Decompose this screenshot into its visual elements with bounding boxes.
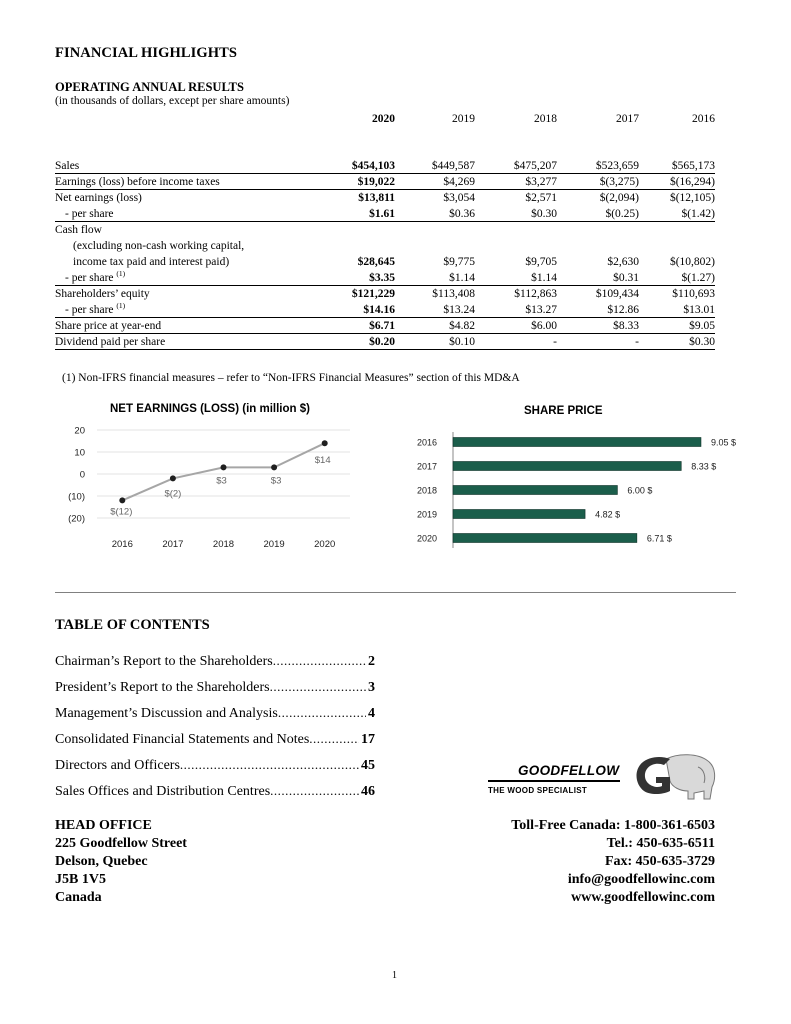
cell: $3,054 [443, 192, 475, 204]
address-line: Delson, Quebec [55, 854, 148, 869]
data-label: $(2) [164, 488, 182, 500]
category-label: 2020 [416, 533, 437, 544]
cell: $1.61 [305, 205, 395, 221]
row-label: Net earnings (loss) [55, 192, 142, 204]
table-row-net-earnings [55, 189, 715, 205]
logo-tagline: THE WOOD SPECIALIST [488, 786, 588, 795]
contact-info [511, 817, 715, 907]
table-row-share-price [55, 317, 715, 333]
cell: $(0.25) [557, 205, 639, 221]
toc-item[interactable] [55, 778, 375, 804]
page-title: FINANCIAL HIGHLIGHTS [55, 45, 238, 61]
email-link[interactable]: info@goodfellowinc.com [567, 872, 715, 887]
cell: $8.33 [557, 317, 639, 333]
table-row-sales [55, 157, 715, 173]
company-logo [488, 753, 718, 801]
cell: $(3,275) [557, 173, 639, 189]
category-label: 2016 [416, 437, 437, 448]
toc-item[interactable] [55, 726, 375, 752]
bar-data-label: 4.82 $ [595, 509, 621, 520]
cell: $(2,094) [599, 192, 639, 204]
bar [453, 438, 701, 447]
table-row-equity [55, 285, 715, 301]
cell: $19,022 [305, 173, 395, 189]
x-tick-label: 2017 [162, 539, 184, 550]
cell: $12.86 [557, 301, 639, 317]
cell: $9,775 [443, 256, 475, 268]
data-point [271, 464, 277, 470]
financial-table [55, 108, 715, 350]
row-label: Dividend paid per share [55, 333, 305, 349]
section-divider [55, 592, 736, 593]
share-price-chart-title: SHARE PRICE [524, 405, 603, 417]
toc-item-label: Directors and Officers [55, 758, 180, 773]
toc-item-page: 45 [361, 758, 375, 773]
head-office-address [55, 817, 187, 907]
fax-number: Fax: 450-635-3729 [604, 854, 715, 869]
bar [453, 510, 585, 519]
row-label: Shareholders’ equity [55, 288, 150, 300]
cell: $0.31 [557, 269, 639, 285]
cell: $(1.42) [639, 205, 715, 221]
table-row-cash-flow [55, 253, 715, 269]
toc-item[interactable] [55, 752, 375, 778]
cell: $0.20 [305, 333, 395, 349]
cell: $0.30 [475, 205, 557, 221]
cell: $28,645 [357, 256, 395, 268]
toc-item[interactable] [55, 648, 375, 674]
cell: $13.01 [639, 301, 715, 317]
data-label: $(12) [110, 506, 133, 518]
toc-item-label: Consolidated Financial Statements and Notes [55, 732, 310, 747]
y-tick-label: 0 [79, 469, 85, 481]
row-label: (excluding non-cash working capital, [73, 240, 245, 252]
year-header: 2016 [692, 113, 715, 125]
cell: $565,173 [639, 157, 715, 173]
x-tick-label: 2018 [212, 539, 235, 550]
cell: $9.05 [639, 317, 715, 333]
year-header: 2019 [452, 113, 475, 125]
toc-item-page: 4 [368, 706, 375, 721]
address-line: 225 Goodfellow Street [55, 836, 187, 851]
address-line: J5B 1V5 [55, 872, 106, 887]
row-label: Share price at year-end [55, 317, 305, 333]
cell: $4.82 [395, 317, 475, 333]
toc-item-page: 3 [368, 680, 375, 695]
cell: $9,705 [525, 256, 557, 268]
row-label: Sales [55, 157, 305, 173]
table-row-equity-per-share [55, 301, 715, 317]
table-header-row [55, 108, 715, 126]
toc-title: TABLE OF CONTENTS [55, 617, 210, 633]
page-number: 1 [392, 970, 397, 981]
year-header: 2020 [372, 113, 395, 125]
table-row-cash-flow-label [55, 221, 715, 237]
row-label: Earnings (loss) before income taxes [55, 173, 305, 189]
cell: $0.36 [395, 205, 475, 221]
category-label: 2019 [416, 509, 437, 520]
section-title: OPERATING ANNUAL RESULTS [55, 80, 244, 94]
row-label: income tax paid and interest paid) [73, 256, 230, 268]
x-tick-label: 2016 [111, 539, 133, 550]
cell: - [557, 333, 639, 349]
row-label: - per share [55, 205, 305, 221]
cell: $3,277 [475, 173, 557, 189]
toc-item-label: Management’s Discussion and Analysis [55, 706, 278, 721]
cell: $(10,802) [669, 256, 715, 268]
telephone-number: Tel.: 450-635-6511 [606, 836, 715, 851]
table-row-cash-flow-sub [55, 237, 715, 253]
cell: $112,863 [514, 288, 557, 300]
cell: $6.00 [475, 317, 557, 333]
year-header: 2017 [616, 113, 639, 125]
cell: $109,434 [595, 288, 639, 300]
cell: $13.24 [395, 301, 475, 317]
toc-item-label: President’s Report to the Shareholders [55, 680, 270, 695]
toc-item[interactable] [55, 674, 375, 700]
data-point [221, 464, 227, 470]
cell: $(1.27) [639, 269, 715, 285]
table-row-cash-flow-per-share [55, 269, 715, 285]
cell: $0.30 [639, 333, 715, 349]
bar [453, 534, 637, 543]
cell: $449,587 [395, 157, 475, 173]
table-row-dividend [55, 333, 715, 349]
office-title: HEAD OFFICE [55, 818, 152, 833]
cell: $113,408 [432, 288, 475, 300]
cell: $0.10 [395, 333, 475, 349]
cell: $121,229 [351, 288, 395, 300]
toc-item[interactable] [55, 700, 375, 726]
x-tick-label: 2019 [263, 539, 285, 550]
share-price-chart [405, 428, 745, 553]
address-line: Canada [55, 890, 102, 905]
row-label: - per share [65, 271, 114, 284]
footnote: (1) Non-IFRS financial measures – refer to “Non-IFRS Financial Measures” section of this MD&A [62, 372, 520, 384]
footnote-marker: (1) [116, 268, 126, 278]
cell: $3.35 [305, 269, 395, 285]
logo-name: GOODFELLOW [518, 763, 620, 778]
cell: $(12,105) [669, 192, 715, 204]
cell: $4,269 [395, 173, 475, 189]
y-tick-label: (10) [68, 491, 85, 503]
row-label: - per share [65, 303, 114, 316]
category-label: 2017 [416, 461, 437, 472]
data-point [170, 475, 176, 481]
toc-item-page: 46 [361, 784, 375, 799]
cell: $2,630 [607, 256, 639, 268]
x-tick-label: 2020 [314, 539, 336, 550]
table-subtitle: (in thousands of dollars, except per share amounts) [55, 95, 290, 107]
cell: $1.14 [395, 269, 475, 285]
bar-data-label: 8.33 $ [691, 461, 717, 472]
website-link[interactable]: www.goodfellowinc.com [571, 890, 715, 905]
toc-item-label: Chairman’s Report to the Shareholders [55, 654, 273, 669]
cell: - [475, 333, 557, 349]
data-label: $3 [270, 475, 282, 487]
y-tick-label: 20 [74, 425, 85, 437]
bar-data-label: 9.05 $ [710, 437, 737, 448]
cell: $1.14 [475, 269, 557, 285]
cell: $454,103 [305, 157, 395, 173]
bar [453, 486, 617, 495]
cell: $13.27 [475, 301, 557, 317]
elephant-g-logo-icon [628, 753, 718, 801]
toc-item-page: 17 [361, 732, 375, 747]
data-label: $3 [216, 475, 227, 487]
toc-item-label: Sales Offices and Distribution Centres [55, 784, 271, 799]
cell: $110,693 [672, 288, 715, 300]
data-point [119, 497, 125, 503]
bar [453, 462, 681, 471]
net-earnings-chart-title: NET EARNINGS (LOSS) (in million $) [110, 403, 310, 415]
cell: $475,207 [475, 157, 557, 173]
table-row-ebt [55, 173, 715, 189]
y-tick-label: (20) [68, 513, 85, 525]
footnote-marker: (1) [116, 300, 126, 310]
table-of-contents [55, 648, 375, 804]
net-earnings-chart [55, 420, 365, 560]
cell: $523,659 [557, 157, 639, 173]
table-row-net-per-share [55, 205, 715, 221]
year-header: 2018 [534, 113, 557, 125]
data-label: $14 [314, 455, 331, 467]
cell: $14.16 [305, 301, 395, 317]
cell: $2,571 [525, 192, 557, 204]
data-point [322, 440, 328, 446]
y-tick-label: 10 [74, 447, 85, 459]
bar-data-label: 6.00 $ [627, 485, 653, 496]
toc-item-page: 2 [368, 654, 375, 669]
cell: $13,811 [358, 192, 395, 204]
row-label: Cash flow [55, 224, 102, 236]
bar-data-label: 6.71 $ [646, 533, 672, 544]
category-label: 2018 [416, 485, 437, 496]
toll-free-number: Toll-Free Canada: 1-800-361-6503 [511, 818, 715, 833]
cell: $6.71 [305, 317, 395, 333]
cell: $(16,294) [639, 173, 715, 189]
